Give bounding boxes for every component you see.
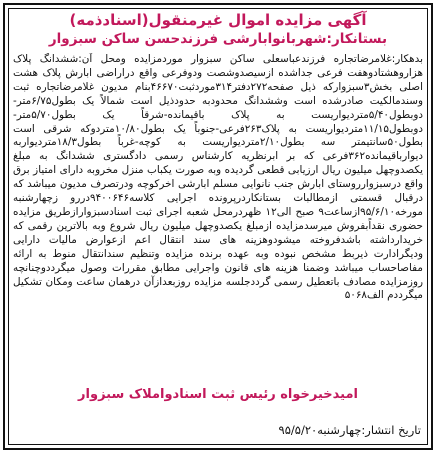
notice-title: آگهی مزایده اموال غیرمنقول(اسنادذمه) [69, 11, 367, 29]
notice-body: بدهکار:غلامرضاتجاره فرزندعباسعلی ساکن سبزوار موردمزایده ومحل آن:ششدانگ پلاک هزاروهشتادوهفت فرعی جداشده ازسیصدوشصت ودوفرعی واقع دراراضی ابارش پلاک هشت اصلی بخش۳سبزوارکه ذیل صفحه۲۷۲دفتر۳۱۴موردثبت۴۶۶۷۰بنام مدیون غلامرضاتجاره ثبت وسندمالکیت صادرشده است وششدانگ محدودبه حدودذیل است شمالاً یک بطول۶/۷۵متر-دوبطول۵/۴۰متردیواریست به پلاک باقیمانده-شرقاً یک بطول۵/۷۰متر-دوبطول۱۱/۱۵متردیواریست به پلاک۲۶۳فرعی-جنوباً یک بطول۱۰/۸۰متردوکه شرقی است بطول۵۰سانتیمتر سه بطول۲/۱۰متردیواریست به کوچه-غرباً بطول۱۸/۳متردیواربه دیوارباقیمانده۳۶۲فرعی که بر ابرنظریه کارشناس رسمی دادگستری ششدانگ به مبلغ یکصدوچهل میلیون ریال ارزیابی قطعی گردیده وبه صورت یکباب منزل مخروبه دارای امتیاز برق واقع درسبزوارروستای ابارش جنب نانوایی مسلم ابارشی اخرکوچه ودرتصرف مدیون میباشد که درقبال قسمتی ازمطالبات بستانکاردرپرونده اجرایی کلاسه۹۴۰۰۶۴۶دررو زچهارشنبه مورخه۹۵/۶/۱۰ازساعت۹ صبح الی۱۲ ظهردرمحل شعبه اجرای ثبت اسنادسبزوارازطریق مزایده حضوری نقداًبفروش میرسدمزایده ازمبلغ یکصدوچهل میلیون ریال شروع وبه بالاترین رقمی که خریدارداشته باشدفروخته میشودوهزینه های سند انتقال اعم ازعوارض مالیات دارایی ودیگرادارت ذیربط مشخص نبوده وبه عهده برنده مزایده وتنظیم سندانتقال منوط به ارائه مفاصاحساب میباشد وضمنا هزینه های قانون واجرایی مطابق مقررات وصول میگرددوچنانچه روزمزایده مصادف باتعطیل رسمی گرددجلسه مزایده روزبعدازآن درهمان ساعت ومکان تشکیل میگرددم الف۵۰۶۸ [13, 53, 423, 302]
notice-signature: امیدخیرخواه رئیس ثبت اسنادواملاک سبزوار [78, 387, 358, 402]
notice-subtitle: بستانکار:شهربانوابارشی فرزندحسن ساکن سبزوار [48, 31, 388, 47]
notice-frame [3, 3, 433, 450]
publication-date: تاریخ انتشار:چهارشنبه۹۵/۵/۲۰ [278, 423, 421, 437]
